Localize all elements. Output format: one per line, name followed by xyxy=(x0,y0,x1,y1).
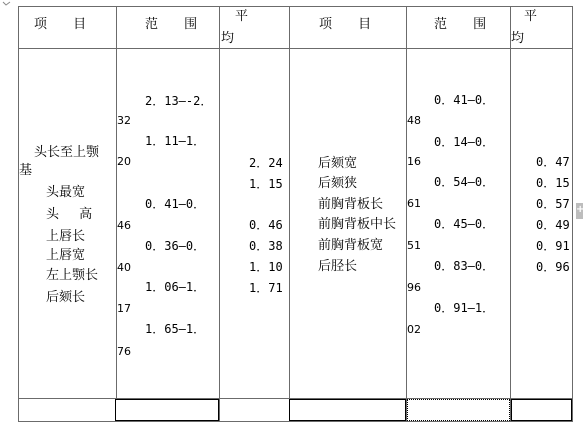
right-range-1-cont: 48 xyxy=(407,114,421,127)
header-item-right: 项 目 xyxy=(319,17,372,32)
right-avg-2: 0．15 xyxy=(536,176,570,190)
header-avg-right-top: 平 xyxy=(524,9,538,24)
left-range-4-cont: 40 xyxy=(117,261,131,274)
header-range-right: 范 围 xyxy=(434,17,487,32)
right-range-5: 0．83—0． xyxy=(434,259,495,273)
plus-icon: + xyxy=(576,204,584,215)
right-range-4-cont: 51 xyxy=(407,239,421,252)
header-item-left: 项 目 xyxy=(34,17,87,32)
right-range-1: 0．41—0． xyxy=(434,93,495,107)
right-range-3: 0．54—0． xyxy=(434,175,495,189)
right-range-2-cont: 16 xyxy=(407,155,421,168)
left-range-3-cont: 46 xyxy=(117,219,131,232)
right-range-3-cont: 61 xyxy=(407,197,421,210)
right-range-6: 0．91—1． xyxy=(434,301,495,315)
right-item-6: 后胫长 xyxy=(318,259,358,274)
left-range-5: 1．06—1． xyxy=(145,280,206,294)
right-item-3: 前胸背板长 xyxy=(318,197,384,212)
left-item-1: 头长至上颚 xyxy=(34,145,100,160)
header-avg-left-bottom: 均 xyxy=(221,31,235,46)
empty-cell-range-left[interactable] xyxy=(115,399,219,421)
left-range-6-cont: 76 xyxy=(117,345,131,358)
left-avg-1: 2．24 xyxy=(249,156,283,170)
left-range-1-cont: 32 xyxy=(117,114,131,127)
left-range-3: 0．41—0． xyxy=(145,197,206,211)
right-avg-5: 0．91 xyxy=(536,239,570,253)
left-item-7: 后颏长 xyxy=(46,290,86,305)
corner-mark-icon xyxy=(2,1,11,7)
left-range-2-cont: 20 xyxy=(117,155,131,168)
right-range-6-cont: 02 xyxy=(407,323,421,336)
left-item-5: 上唇宽 xyxy=(46,248,86,263)
right-avg-3: 0．57 xyxy=(536,197,570,211)
left-item-1-cont: 基 xyxy=(19,163,33,178)
header-avg-right-bottom: 均 xyxy=(511,31,525,46)
left-avg-6: 1．71 xyxy=(249,281,283,295)
right-avg-4: 0．49 xyxy=(536,218,570,232)
header-avg-left-top: 平 xyxy=(235,9,249,24)
left-range-2: 1．11—1． xyxy=(145,134,206,148)
left-avg-5: 1．10 xyxy=(249,260,283,274)
left-item-3: 头 高 xyxy=(46,207,93,222)
left-range-1: 2．13—-2． xyxy=(145,94,213,108)
side-expand-tab[interactable] xyxy=(576,203,583,219)
right-item-4: 前胸背板中长 xyxy=(318,217,397,232)
right-avg-6: 0．96 xyxy=(536,260,570,274)
left-range-6: 1．65—1． xyxy=(145,322,206,336)
left-item-2: 头最宽 xyxy=(46,185,86,200)
header-range-left: 范 围 xyxy=(145,17,198,32)
empty-cell-item-right[interactable] xyxy=(289,399,406,421)
left-avg-4: 0．38 xyxy=(249,239,283,253)
left-range-5-cont: 17 xyxy=(117,302,131,315)
right-item-2: 后颏狭 xyxy=(318,176,358,191)
right-range-2: 0．14—0． xyxy=(434,135,495,149)
left-item-6: 左上颚长 xyxy=(46,268,99,283)
empty-cell-range-right[interactable] xyxy=(407,399,510,421)
right-item-5: 前胸背板宽 xyxy=(318,238,384,253)
empty-cell-avg-right[interactable] xyxy=(511,399,572,421)
right-avg-1: 0．47 xyxy=(536,155,570,169)
left-item-4: 上唇长 xyxy=(46,229,86,244)
left-avg-3: 0．46 xyxy=(249,218,283,232)
right-range-5-cont: 96 xyxy=(407,281,421,294)
right-range-4: 0．45—0． xyxy=(434,217,495,231)
left-range-4: 0．36—0． xyxy=(145,239,206,253)
left-avg-2: 1．15 xyxy=(249,177,283,191)
right-item-1: 后颏宽 xyxy=(318,156,358,171)
